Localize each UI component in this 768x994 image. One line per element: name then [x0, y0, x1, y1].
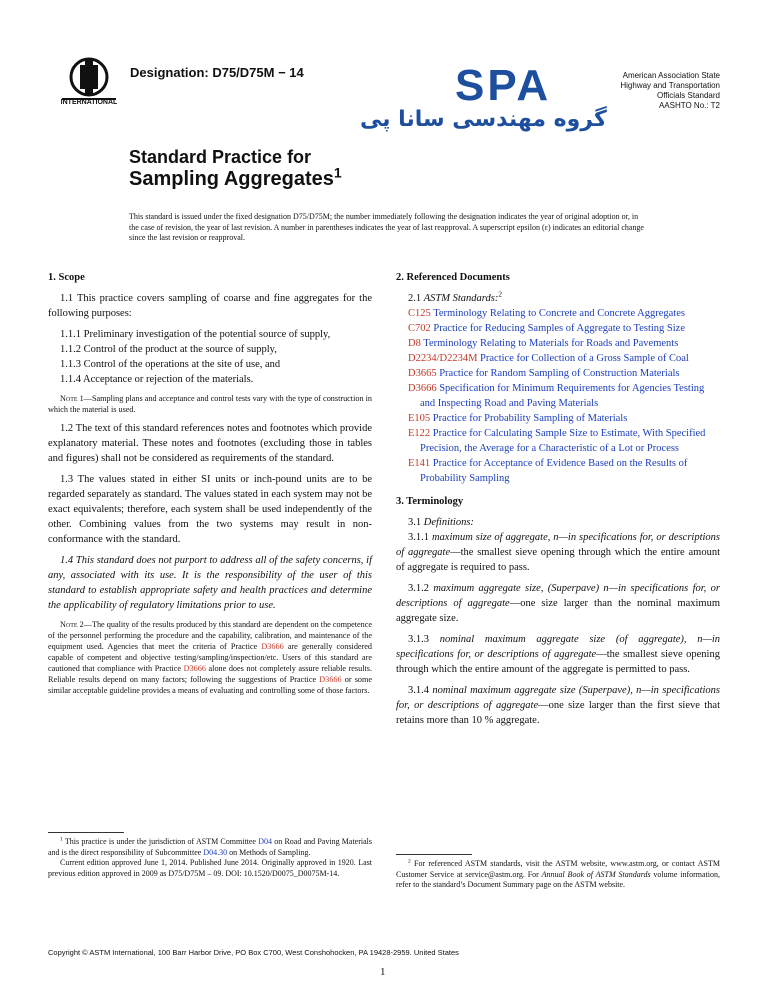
para-3-1-1: 3.1.1 maximum size of aggregate, n—in specifications for, or descriptions of aggregate—the smallest sieve opening through which the entire amount of aggregate is required to pass.	[396, 532, 720, 573]
note-2: Note 2—The quality of the results produced by this standard are dependent on the competence of the personnel performing the procedure and the capability, calibration, and maintenance of the equipment used. Agencies that meet the criteria of Practice D3666 are generally considered capable of competent and objective testing/sampling/inspection/etc. Users of this standard are cautioned that compliance with Practice D3666 alone does not completely assure reliable results. Reliable results depend on many factors; following the suggestions of Practice D3666 or some similar acceptable guideline provides a means of evaluating and controlling some of those factors.	[48, 620, 373, 695]
link-e122[interactable]: E122	[408, 428, 431, 439]
right-column	[396, 270, 720, 734]
link-d3666[interactable]: D3666	[261, 642, 284, 651]
para-1-2: 1.2 The text of this standard references notes and footnotes which provide explanatory material. These notes and footnotes (excluding those in tables and figures) shall not be considered as requirements of the standard.	[48, 423, 372, 464]
link-d2234[interactable]: D2234/D2234M	[408, 353, 478, 364]
link-d3666-title[interactable]: Specification for Minimum Requirements for Agencies Testing and Inspecting Road and Paving Materials	[420, 383, 705, 409]
aashto-box: American Association State Highway and Transportation Officials Standard AASHTO No.: T2	[620, 71, 720, 110]
reference-item	[408, 321, 720, 336]
reference-list	[396, 306, 720, 486]
link-d3666[interactable]: D3666	[183, 664, 206, 673]
scope-heading: 1. Scope	[48, 272, 85, 283]
reference-item	[408, 456, 720, 486]
para-2-1: 2.1 ASTM Standards:$^2$	[408, 289, 502, 304]
para-3-1-3: 3.1.3 nominal maximum aggregate size (of aggregate), n—in specifications for, or descriptions of aggregate—the smallest sieve opening through which the entire amount of the aggregate is permitted to pass.	[396, 634, 721, 675]
note-1: Note 1—Sampling plans and acceptance and control tests vary with the type of construction in which the material is used.	[48, 394, 372, 414]
reference-item	[408, 351, 720, 366]
logo-text: INTERNATIONAL	[60, 99, 118, 106]
link-d8[interactable]: D8	[408, 338, 421, 349]
link-c702[interactable]: C702	[408, 323, 431, 334]
link-d2234-title[interactable]: Practice for Collection of a Gross Sample of Coal	[477, 353, 689, 364]
copyright: Copyright © ASTM International, 100 Barr Harbor Drive, PO Box C700, West Conshohocken, PA 19428-2959. United States	[48, 948, 459, 957]
link-e105-title[interactable]: Practice for Probability Sampling of Materials	[430, 413, 628, 424]
para-1-1-1: 1.1.1 Preliminary investigation of the potential source of supply,	[60, 329, 331, 340]
link-e141-title[interactable]: Practice for Acceptance of Evidence Based on the Results of Probability Sampling	[420, 458, 688, 484]
refdocs-heading: 2. Referenced Documents	[396, 272, 510, 283]
footnote-1: $^1$ This practice is under the jurisdiction of ASTM Committee D04 on Road and Paving Materials and is the direct responsibility of Subcommittee D04.30 on Methods of Sampling. Current edition approved June 1, 2014. Published June 2014. Originally approved in 1920. Last previous edition approved in 2009 as D75/D75M – 09. DOI: 10.1520/D0075_D0075M-14.	[48, 832, 372, 879]
terminology-heading: 3. Terminology	[396, 496, 464, 507]
para-1-1: 1.1 This practice covers sampling of coarse and fine aggregates for the following purposes:	[48, 293, 372, 319]
link-e122-title[interactable]: Practice for Calculating Sample Size to Estimate, With Specified Precision, the Average for a Characteristic of a Lot or Process	[420, 428, 706, 454]
reference-item	[408, 426, 720, 456]
para-1-3: 1.3 The values stated in either SI units or inch-pound units are to be regarded separately as standard. The values stated in each system may not be exact equivalents; therefore, each system shall be used independently of the other. Combining values from the two systems may result in non-conformance with the standard.	[48, 474, 372, 545]
link-d8-title[interactable]: Terminology Relating to Materials for Roads and Pavements	[420, 338, 679, 349]
link-d04-30[interactable]: D04.30	[203, 847, 228, 857]
link-e141[interactable]: E141	[408, 458, 431, 469]
spa-persian-text: گروه مهندسی سانا پی	[360, 107, 607, 132]
link-d3666[interactable]: D3666	[408, 383, 437, 394]
page-title: Standard Practice for Sampling Aggregates$^1$	[129, 147, 342, 190]
link-e105[interactable]: E105	[408, 413, 431, 424]
para-3-1-2: 3.1.2 maximum aggregate size, (Superpave) n—in specifications for, or descriptions of aggregate—one size larger than the nominal maximum aggregate size.	[396, 583, 720, 624]
para-1-1-2: 1.1.2 Control of the product at the source of supply,	[60, 344, 277, 355]
para-1-1-4: 1.1.4 Acceptance or rejection of the materials.	[60, 374, 254, 385]
reference-item	[408, 411, 720, 426]
designation: Designation: D75/D75M − 14	[130, 65, 304, 80]
reference-item	[408, 366, 720, 381]
link-c702-title[interactable]: Practice for Reducing Samples of Aggregate to Testing Size	[430, 323, 685, 334]
intro-text: This standard is issued under the fixed designation D75/D75M; the number immediately following the designation indicates the year of original adoption or, in the case of revision, the year of last revision. A number in parentheses indicates the year of last reapproval. A superscript epsilon (ε) indicates an editorial change since the last revision or reapproval.	[129, 212, 644, 242]
page-number: 1	[380, 966, 386, 978]
reference-item	[408, 336, 720, 351]
link-c125[interactable]: C125	[408, 308, 431, 319]
link-c125-title[interactable]: Terminology Relating to Concrete and Concrete Aggregates	[430, 308, 685, 319]
link-d3665[interactable]: D3665	[408, 368, 437, 379]
reference-item	[408, 381, 720, 411]
spa-logo: SPA	[455, 61, 552, 110]
para-3-1-4: 3.1.4 nominal maximum aggregate size (Superpave), n—in specifications for, or descriptions of aggregate—one size larger than the first sieve that retains more than 10 % aggregate.	[396, 685, 721, 726]
footnote-2: $^2$ For referenced ASTM standards, visit the ASTM website, www.astm.org, or contact ASTM Customer Service at service@astm.org. For Annual Book of ASTM Standards volume information, refer to the standard’s Document Summary page on the ASTM website.	[396, 854, 720, 891]
link-d04[interactable]: D04	[258, 837, 272, 846]
para-1-4: 1.4 This standard does not purport to address all of the safety concerns, if any, associated with its use. It is the responsibility of the user of this standard to establish appropriate safety and health practices and determine the applicability of regulatory limitations prior to use.	[48, 555, 372, 611]
link-d3665-title[interactable]: Practice for Random Sampling of Construction Materials	[436, 368, 680, 379]
link-d3666[interactable]: D3666	[319, 675, 342, 684]
astm-logo	[58, 55, 120, 110]
para-1-1-3: 1.1.3 Control of the operations at the site of use, and	[60, 359, 281, 370]
reference-item	[408, 306, 720, 321]
para-3-1: 3.1 Definitions:	[408, 517, 474, 528]
left-column	[48, 270, 372, 702]
